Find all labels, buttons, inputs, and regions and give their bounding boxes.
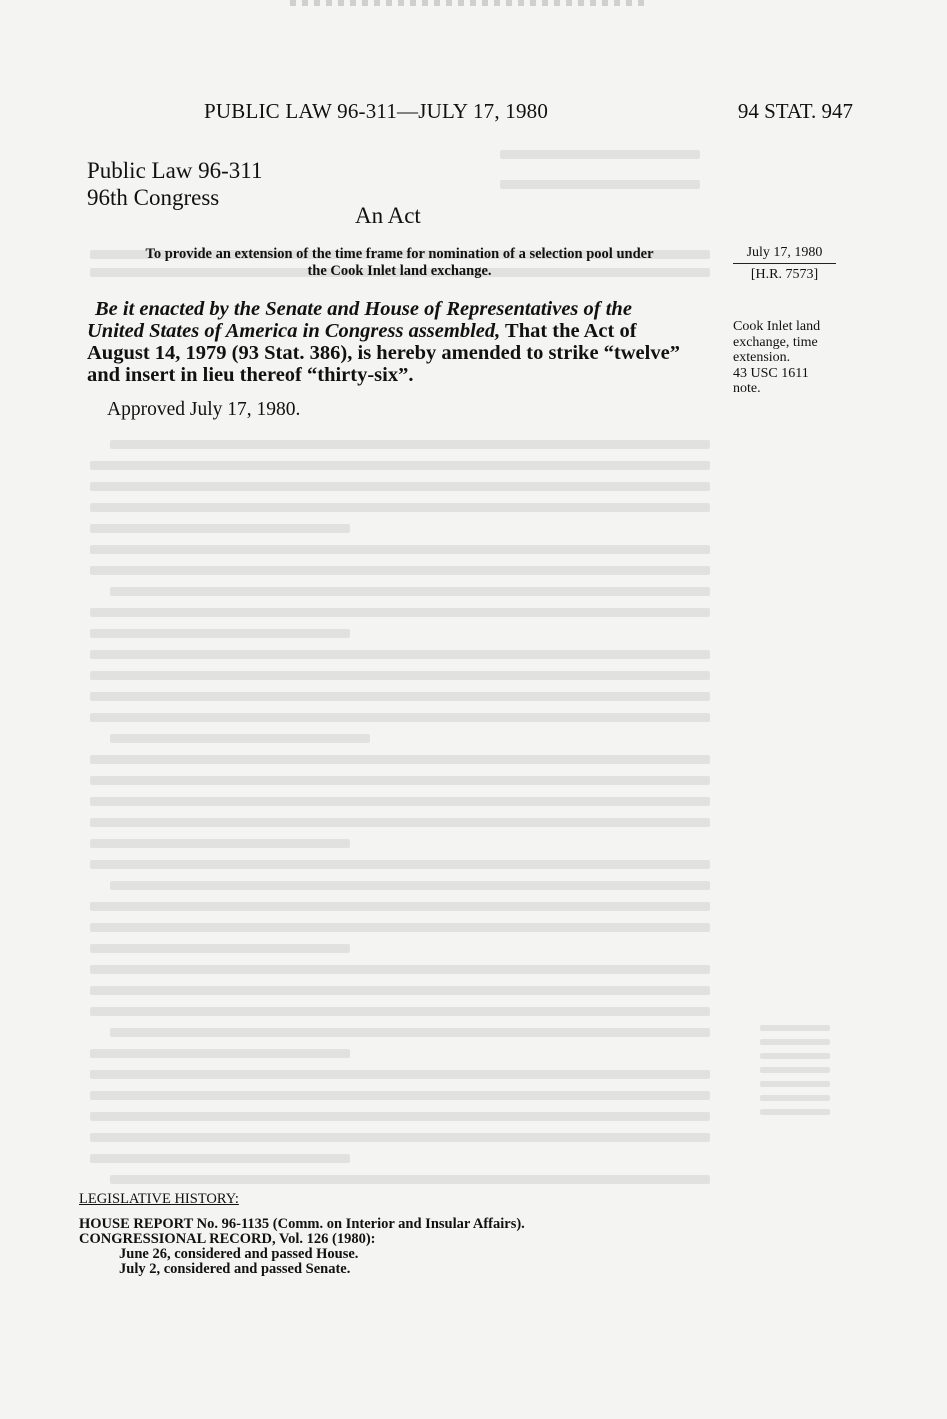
bleed-through-line [90, 692, 710, 701]
bleed-through-line [110, 734, 370, 743]
bleed-through-line [760, 1053, 830, 1059]
bleed-through-line [90, 1070, 710, 1079]
approval-date: Approved July 17, 1980. [107, 399, 301, 420]
bleed-through-line [90, 860, 710, 869]
bleed-through-line [90, 1007, 710, 1016]
bleed-through-line [110, 1175, 710, 1184]
bleed-through-line [760, 1081, 830, 1087]
margin-note-line-2: exchange, time [733, 334, 818, 350]
enact-line-2 [87, 320, 712, 342]
bleed-through-line [500, 180, 700, 189]
bleed-through-line [760, 1109, 830, 1115]
bleed-through-line [90, 839, 350, 848]
margin-note-line-5: note. [733, 381, 761, 396]
bleed-through-line [500, 150, 700, 159]
margin-date: July 17, 1980 [733, 243, 836, 264]
bleed-through-line [90, 1154, 350, 1163]
bleed-through-line [90, 671, 710, 680]
congressional-record: CONGRESSIONAL RECORD, Vol. 126 (1980): [79, 1231, 376, 1247]
bleed-through-line [90, 1112, 710, 1121]
bleed-through-line [90, 1091, 710, 1100]
bleed-through-line [90, 944, 350, 953]
enact-line-1-text: Be it enacted by the Senate and House of Representatives of the [95, 298, 632, 320]
bleed-through-line [760, 1095, 830, 1101]
bleed-through-line [90, 1049, 350, 1058]
bleed-through-line [760, 1039, 830, 1045]
legislative-history [79, 1192, 525, 1277]
bleed-through-line [90, 818, 710, 827]
enact-line-3: August 14, 1979 (93 Stat. 386), is hereby amended to strike “twelve” [87, 342, 680, 364]
bleed-through-line [90, 545, 710, 554]
margin-note-line-1: Cook Inlet land [733, 319, 821, 334]
bleed-through-line [110, 440, 710, 449]
enacting-clause [87, 298, 712, 386]
bleed-through-line [90, 629, 350, 638]
bleed-through-line [90, 461, 710, 470]
bleed-through-line [90, 713, 710, 722]
page-stat-citation: 94 STAT. 947 [737, 99, 853, 123]
bleed-through-line [90, 608, 710, 617]
congress-number: 96th Congress [87, 185, 220, 210]
public-law-heading [87, 157, 262, 211]
act-purpose [87, 246, 712, 280]
top-edge-marks [290, 0, 650, 6]
margin-note-line-4: 43 USC 1611 [733, 365, 809, 381]
bleed-through-line [90, 1133, 710, 1142]
enact-line-2-rest: That the Act of [505, 320, 637, 342]
bleed-through-line [90, 524, 350, 533]
an-act-title: An Act [355, 203, 421, 228]
history-item-house: June 26, considered and passed House. [119, 1246, 359, 1262]
margin-note [733, 319, 858, 397]
enact-line-2-italic: United States of America in Congress assembled, [87, 320, 501, 342]
legislative-history-title: LEGISLATIVE HISTORY: [79, 1191, 239, 1207]
enact-line-4: and insert in lieu thereof “thirty-six”. [87, 364, 414, 386]
bleed-through-line [110, 1028, 710, 1037]
bleed-through-line [90, 650, 710, 659]
bleed-through-line [90, 503, 710, 512]
bleed-through-line [90, 965, 710, 974]
running-head: PUBLIC LAW 96-311—JULY 17, 1980 [204, 99, 549, 123]
margin-note-line-3: extension. [733, 350, 791, 365]
enact-line-1 [87, 298, 712, 320]
margin-enactment-info [733, 243, 836, 284]
bleed-through-line [110, 881, 710, 890]
purpose-line-1: To provide an extension of the time frame for nomination of a selection pool under [145, 246, 654, 262]
public-law-number: Public Law 96-311 [87, 158, 263, 183]
bleed-through-line [760, 1025, 830, 1031]
bleed-through-line [110, 587, 710, 596]
bleed-through-line [90, 923, 710, 932]
bleed-through-line [90, 776, 710, 785]
margin-bill-number: [H.R. 7573] [750, 267, 819, 282]
bleed-through-line [90, 566, 710, 575]
bleed-through-line [90, 797, 710, 806]
bleed-through-line [90, 986, 710, 995]
bleed-through-line [90, 482, 710, 491]
bleed-through-line [90, 902, 710, 911]
bleed-through-line [90, 755, 710, 764]
bleed-through-line [760, 1067, 830, 1073]
purpose-line-2: the Cook Inlet land exchange. [307, 263, 492, 279]
history-item-senate: July 2, considered and passed Senate. [119, 1261, 351, 1277]
house-report: HOUSE REPORT No. 96-1135 (Comm. on Interior and Insular Affairs). [79, 1216, 525, 1232]
